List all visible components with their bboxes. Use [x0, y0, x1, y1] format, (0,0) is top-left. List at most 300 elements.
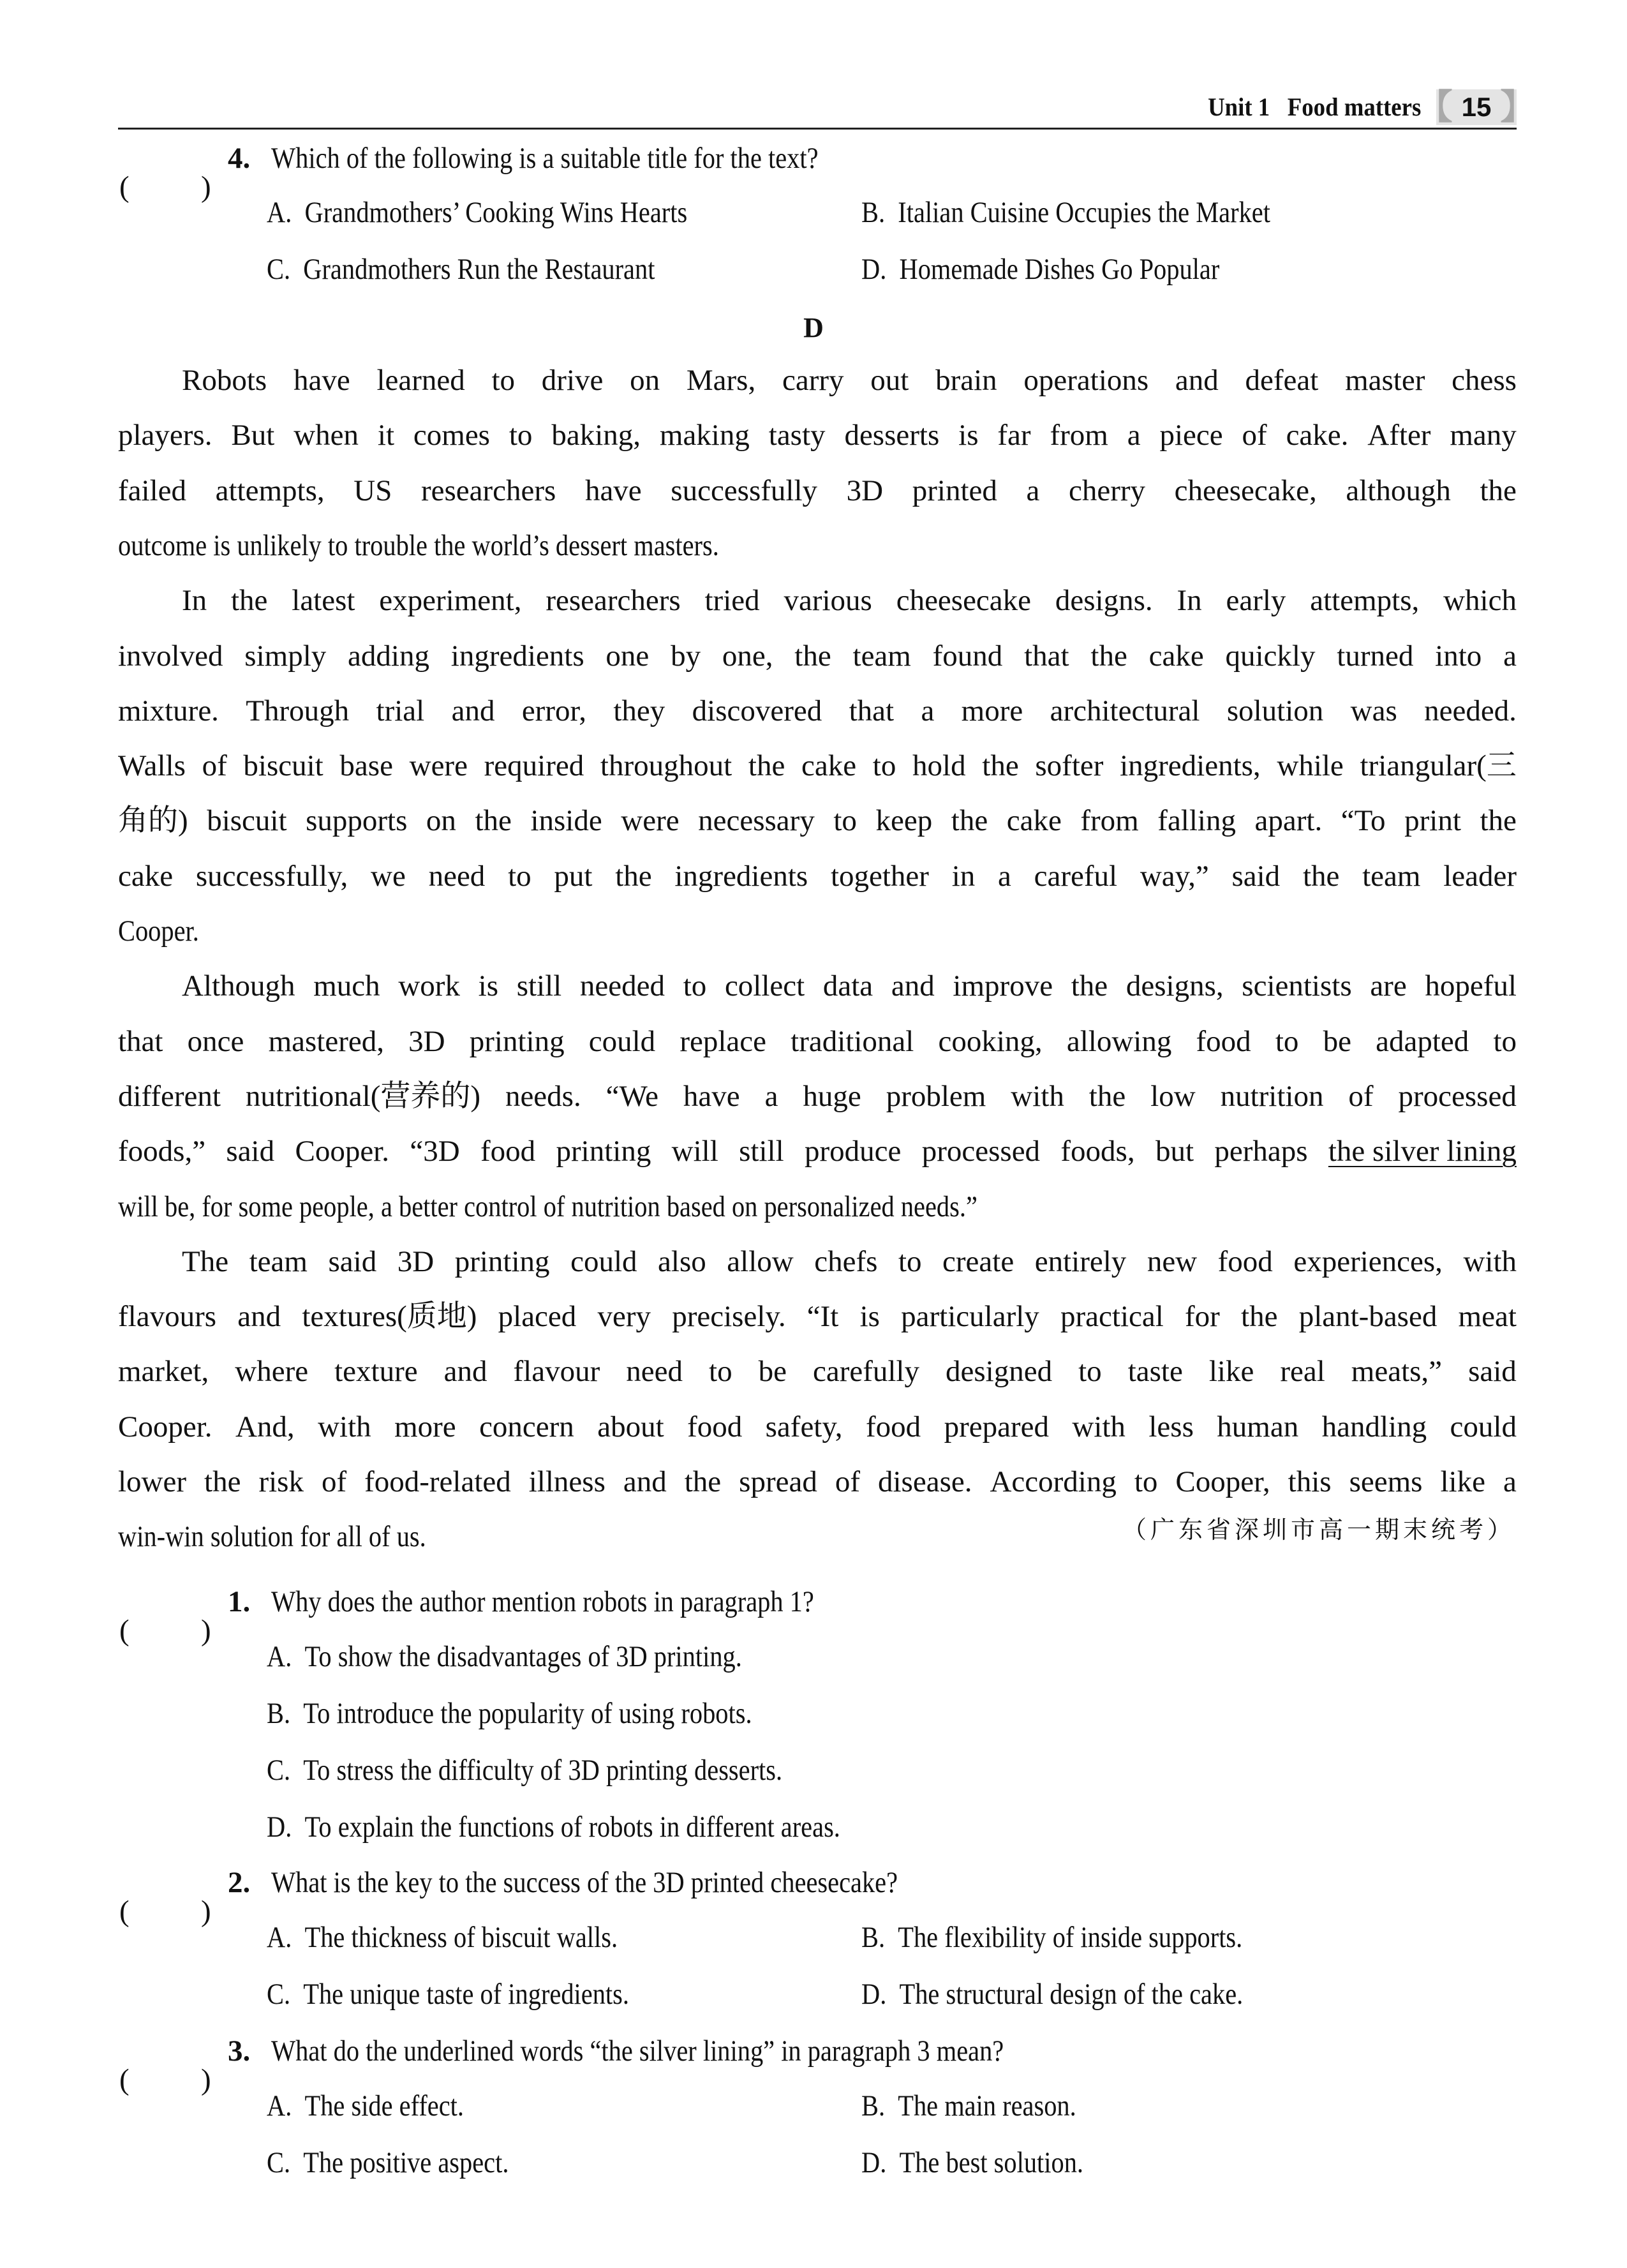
word: many: [1450, 419, 1517, 452]
word: real: [1280, 1355, 1325, 1389]
word: master: [1345, 364, 1425, 397]
question-4: ( ) 4. Which of the following is a suitable title for the text?: [118, 139, 239, 177]
word: required: [484, 749, 584, 783]
word: traditional: [791, 1024, 914, 1058]
word: But: [231, 419, 275, 452]
word: US: [353, 474, 392, 507]
word: the: [231, 584, 268, 618]
word: work: [398, 969, 460, 1003]
word: and: [451, 694, 495, 727]
word: when: [293, 419, 359, 452]
word: one: [605, 639, 650, 673]
word: with: [318, 1410, 371, 1444]
word: food: [687, 1410, 743, 1444]
word: failed: [118, 474, 186, 507]
word: while: [1277, 749, 1344, 783]
word: cake: [801, 749, 857, 783]
word: foods,: [1060, 1135, 1135, 1168]
word: huge: [803, 1079, 861, 1113]
passage-line-text: [118, 1132, 1517, 1170]
word: The: [182, 1244, 229, 1278]
word: put: [554, 859, 593, 893]
passage-line-text: [118, 692, 1517, 730]
word: “It: [806, 1300, 839, 1334]
word: team: [249, 1244, 308, 1278]
word: printed: [912, 474, 997, 507]
passage-line: [118, 1242, 1517, 1281]
word: the: [1090, 639, 1127, 673]
word: low: [1150, 1079, 1196, 1113]
word: apart.: [1254, 804, 1323, 838]
word: to: [491, 364, 516, 397]
passage-line-text: [118, 1463, 1517, 1501]
passage-line: [118, 1132, 1517, 1170]
word: new: [1147, 1244, 1198, 1278]
option-c: C. Grandmothers Run the Restaurant: [267, 253, 655, 286]
word: for: [1185, 1300, 1220, 1334]
page-number-badge: [1418, 88, 1535, 126]
word: tried: [704, 584, 760, 618]
word: although: [1346, 474, 1451, 507]
word: attempts,: [215, 474, 325, 507]
word: hopeful: [1425, 969, 1517, 1003]
word: perhaps: [1214, 1135, 1308, 1168]
word: plant-based: [1298, 1300, 1438, 1334]
word: quickly: [1225, 639, 1316, 673]
word: much: [313, 969, 380, 1003]
word: 3D: [408, 1024, 445, 1058]
word: printing: [454, 1244, 550, 1278]
word: have: [683, 1079, 740, 1113]
question-number: 3.: [228, 2034, 251, 2068]
word: foods,”: [118, 1135, 206, 1168]
word: create: [942, 1244, 1014, 1278]
word: safety,: [765, 1410, 843, 1444]
word: needed.: [1424, 694, 1517, 727]
word: allow: [727, 1244, 794, 1278]
word: food-related: [364, 1465, 511, 1498]
word: with: [1011, 1079, 1064, 1113]
word: the: [1241, 1300, 1278, 1334]
passage-line: [118, 472, 1517, 510]
passage-line-text: [182, 967, 1517, 1005]
word: careful: [1034, 859, 1118, 893]
word: from: [1050, 419, 1108, 452]
option-c: C. To stress the difficulty of 3D printing desserts.: [267, 1754, 783, 1787]
word: discovered: [692, 694, 822, 727]
word: this: [1288, 1465, 1332, 1498]
word: seems: [1349, 1465, 1423, 1498]
word: processed: [1398, 1079, 1517, 1113]
word: triangular(三: [1360, 749, 1517, 783]
word: into: [1435, 639, 1482, 673]
word: “3D: [410, 1135, 460, 1168]
word: baking,: [551, 419, 641, 452]
word: from: [1080, 804, 1139, 838]
word: Robots: [182, 364, 267, 397]
word: the: [1088, 1079, 1126, 1113]
passage-line: [118, 1408, 1517, 1446]
word: meat: [1458, 1300, 1517, 1334]
passage-line-text: [118, 747, 1517, 785]
word: involved: [118, 639, 223, 673]
word: team: [1362, 859, 1421, 893]
word: nutrition: [1220, 1079, 1324, 1113]
word: a: [998, 859, 1011, 893]
passage-line: [118, 692, 1517, 730]
word: to: [508, 859, 531, 893]
word: entirely: [1034, 1244, 1127, 1278]
word: softer: [1035, 749, 1104, 783]
word: Walls: [118, 749, 186, 783]
passage-line: [118, 416, 1517, 454]
passage-line-text: [182, 361, 1517, 399]
word: After: [1367, 419, 1431, 452]
word: improve: [953, 969, 1053, 1003]
option-d: D. Homemade Dishes Go Popular: [861, 253, 1220, 286]
word: And,: [235, 1410, 295, 1444]
word: a: [1026, 474, 1040, 507]
word: cake: [118, 859, 174, 893]
word: According: [990, 1465, 1117, 1498]
source-citation: （广东省深圳市高一期末统考）: [1122, 1517, 1515, 1544]
option-a: A. The thickness of biscuit walls.: [267, 1921, 618, 1954]
word: food: [1196, 1024, 1251, 1058]
word: ingredients: [450, 639, 584, 673]
bracket-left: 【: [1418, 88, 1453, 126]
question-text: Which of the following is a suitable title for the text?: [271, 142, 819, 175]
word: which: [1443, 584, 1517, 618]
word: flavour: [513, 1355, 600, 1389]
word: could: [1450, 1410, 1517, 1444]
passage-line-text: [118, 1352, 1517, 1391]
word: more: [961, 694, 1023, 727]
word: very: [597, 1300, 651, 1334]
question-text: What do the underlined words “the silver lining” in paragraph 3 mean?: [271, 2034, 1004, 2068]
passage-line-text: will be, for some people, a better control of nutrition based on personalized needs.”: [118, 1190, 977, 1223]
word: designed: [946, 1355, 1053, 1389]
word: said: [1231, 859, 1281, 893]
word: handling: [1321, 1410, 1427, 1444]
word: said: [1468, 1355, 1517, 1389]
word: more: [394, 1410, 456, 1444]
underlined-phrase: the silver lining: [1328, 1135, 1517, 1168]
word: particularly: [901, 1300, 1039, 1334]
word: found: [932, 639, 1003, 673]
word: of: [1348, 1079, 1374, 1113]
word: needs.: [505, 1079, 581, 1113]
word: one,: [722, 639, 773, 673]
word: throughout: [600, 749, 732, 783]
word: brain: [935, 364, 997, 397]
option-b: B. The flexibility of inside supports.: [861, 1921, 1243, 1954]
word: trial: [376, 694, 425, 727]
word: designs.: [1055, 584, 1153, 618]
word: tasty: [768, 419, 826, 452]
word: comes: [413, 419, 490, 452]
word: carry: [782, 364, 844, 397]
word: scientists: [1242, 969, 1352, 1003]
word: mixture.: [118, 694, 219, 727]
passage-line: [118, 1297, 1517, 1336]
word: of: [1242, 419, 1267, 452]
word: to: [898, 1244, 922, 1278]
word: could: [588, 1024, 656, 1058]
word: the: [794, 639, 831, 673]
word: of: [202, 749, 227, 783]
word: In: [1177, 584, 1202, 618]
word: solution: [1226, 694, 1324, 727]
question-text: What is the key to the success of the 3D printed cheesecake?: [271, 1866, 898, 1899]
word: successfully,: [195, 859, 348, 893]
word: base: [339, 749, 393, 783]
word: flavours: [118, 1300, 217, 1334]
word: needed: [579, 969, 665, 1003]
word: operations: [1023, 364, 1149, 397]
word: is: [958, 419, 979, 452]
word: drive: [541, 364, 604, 397]
word: chefs: [814, 1244, 878, 1278]
word: processed: [921, 1135, 1041, 1168]
word: printing: [556, 1135, 651, 1168]
word: once: [187, 1024, 244, 1058]
word: food: [865, 1410, 921, 1444]
passage-line: [118, 857, 1517, 895]
word: Cooper.: [118, 1410, 212, 1444]
word: could: [570, 1244, 637, 1278]
word: have: [584, 474, 642, 507]
word: hold: [912, 749, 966, 783]
word: cake: [1006, 804, 1062, 838]
word: researchers: [420, 474, 556, 507]
passage-line-text: [118, 1022, 1517, 1061]
word: print: [1404, 804, 1461, 838]
passage-line: [118, 1463, 1517, 1501]
passage-line-text: [118, 1297, 1517, 1336]
word: is: [859, 1300, 880, 1334]
passage-line: [118, 747, 1517, 785]
unit-title: Unit 1 Food matters: [1207, 93, 1421, 121]
passage-line-text: [118, 416, 1517, 454]
word: biscuit: [243, 749, 323, 783]
option-d: D. The best solution.: [861, 2146, 1084, 2179]
word: In: [182, 584, 207, 618]
word: “To: [1341, 804, 1386, 838]
word: necessary: [698, 804, 815, 838]
word: carefully: [812, 1355, 919, 1389]
word: prepared: [944, 1410, 1049, 1444]
option-a: A. The side effect.: [267, 2089, 464, 2123]
word: the: [615, 859, 652, 893]
word: a: [764, 1079, 778, 1113]
word: that: [118, 1024, 163, 1058]
passage-line-text: Cooper.: [118, 914, 199, 948]
word: falling: [1157, 804, 1236, 838]
question-text: Why does the author mention robots in paragraph 1?: [271, 1585, 814, 1618]
word: human: [1217, 1410, 1299, 1444]
word: to: [1493, 1024, 1517, 1058]
word: risk: [258, 1465, 304, 1498]
word: 3D: [397, 1244, 435, 1278]
option-a: A. To show the disadvantages of 3D printing.: [267, 1640, 742, 1673]
word: “We: [605, 1079, 658, 1113]
word: a: [1503, 1465, 1517, 1498]
option-c: C. The positive aspect.: [267, 2146, 509, 2179]
word: printing: [469, 1024, 565, 1058]
word: and: [623, 1465, 667, 1498]
word: piece: [1159, 419, 1223, 452]
word: to: [683, 969, 707, 1003]
option-b: B. The main reason.: [861, 2089, 1076, 2123]
option-c: C. The unique taste of ingredients.: [267, 1978, 630, 2011]
word: were: [621, 804, 680, 838]
word: the: [684, 1465, 722, 1498]
word: nutritional(营养的): [245, 1079, 480, 1113]
word: precisely.: [672, 1300, 786, 1334]
word: defeat: [1245, 364, 1319, 397]
word: the: [1071, 969, 1108, 1003]
passage-line-text: [118, 1408, 1517, 1446]
word: still: [516, 969, 562, 1003]
bracket-right: 】: [1500, 88, 1535, 126]
word: are: [1370, 969, 1407, 1003]
passage-line-text: [118, 802, 1517, 840]
page-number: 15: [1461, 92, 1492, 122]
word: 角的): [118, 804, 188, 838]
word: spread: [739, 1465, 817, 1498]
word: was: [1350, 694, 1397, 727]
word: still: [739, 1135, 784, 1168]
word: is: [478, 969, 498, 1003]
word: keep: [875, 804, 933, 838]
word: illness: [528, 1465, 605, 1498]
word: designs,: [1126, 969, 1224, 1003]
word: a: [1127, 419, 1141, 452]
word: to: [1078, 1355, 1102, 1389]
word: team: [852, 639, 911, 673]
word: researchers: [546, 584, 681, 618]
word: the: [982, 749, 1019, 783]
word: different: [118, 1079, 221, 1113]
word: early: [1226, 584, 1286, 618]
word: need: [626, 1355, 683, 1389]
question-3: ( ) 3. What do the underlined words “the silver lining” in paragraph 3 mean?: [118, 2032, 239, 2070]
word: on: [630, 364, 660, 397]
passage-line: [118, 802, 1517, 840]
passage-line: [118, 581, 1517, 620]
word: making: [659, 419, 750, 452]
passage-line: [118, 1022, 1517, 1061]
word: allowing: [1066, 1024, 1172, 1058]
question-number: 1.: [228, 1585, 251, 1618]
passage-line: [118, 1077, 1517, 1115]
passage-line-text: [118, 1077, 1517, 1115]
word: Cooper,: [1175, 1465, 1270, 1498]
word: various: [784, 584, 872, 618]
word: collect: [724, 969, 805, 1003]
word: market,: [118, 1355, 209, 1389]
word: to: [1134, 1465, 1158, 1498]
word: way,”: [1140, 859, 1209, 893]
passage-line-text: [118, 472, 1517, 510]
word: the: [951, 804, 988, 838]
word: lower: [118, 1465, 187, 1498]
word: also: [658, 1244, 706, 1278]
word: to: [833, 804, 857, 838]
word: meats,”: [1351, 1355, 1443, 1389]
word: that: [1024, 639, 1069, 673]
word: cheesecake,: [1174, 474, 1317, 507]
word: and: [1175, 364, 1219, 397]
word: to: [1275, 1024, 1299, 1058]
passage-line: [118, 967, 1517, 1005]
word: Mars,: [686, 364, 756, 397]
word: latest: [292, 584, 355, 618]
word: where: [235, 1355, 309, 1389]
word: less: [1148, 1410, 1194, 1444]
word: to: [509, 419, 533, 452]
word: to: [709, 1355, 732, 1389]
word: in: [951, 859, 976, 893]
word: desserts: [844, 419, 940, 452]
option-b: B. Italian Cuisine Occupies the Market: [861, 196, 1270, 229]
word: far: [997, 419, 1031, 452]
word: food: [1217, 1244, 1273, 1278]
word: that: [849, 694, 895, 727]
word: leader: [1443, 859, 1517, 893]
word: the: [204, 1465, 241, 1498]
word: a: [1503, 639, 1517, 673]
word: were: [409, 749, 468, 783]
word: food: [480, 1135, 536, 1168]
word: but: [1155, 1135, 1194, 1168]
word: architectural: [1050, 694, 1200, 727]
option-d: D. To explain the functions of robots in different areas.: [267, 1810, 840, 1844]
question-1: ( ) 1. Why does the author mention robots in paragraph 1?: [118, 1583, 239, 1621]
word: experiment,: [379, 584, 522, 618]
section-heading: D: [803, 312, 824, 343]
word: Through: [246, 694, 350, 727]
word: mastered,: [268, 1024, 384, 1058]
word: experiences,: [1293, 1244, 1443, 1278]
option-a: A. Grandmothers’ Cooking Wins Hearts: [267, 196, 688, 229]
word: cake.: [1286, 419, 1349, 452]
word: biscuit: [207, 804, 287, 838]
word: players.: [118, 419, 212, 452]
word: concern: [479, 1410, 574, 1444]
word: Cooper.: [295, 1135, 389, 1168]
word: cheesecake: [896, 584, 1032, 618]
word: ingredients,: [1120, 749, 1261, 783]
word: cherry: [1069, 474, 1146, 507]
word: the: [1480, 474, 1517, 507]
word: a: [921, 694, 935, 727]
word: cake: [1148, 639, 1204, 673]
question-number: 2.: [228, 1866, 251, 1899]
passage-line: [118, 637, 1517, 675]
word: disease.: [878, 1465, 972, 1498]
word: be: [1323, 1024, 1351, 1058]
word: problem: [886, 1079, 986, 1113]
word: have: [293, 364, 350, 397]
word: to: [872, 749, 896, 783]
passage-line-text: [182, 1242, 1517, 1281]
word: the: [1302, 859, 1340, 893]
word: replace: [680, 1024, 766, 1058]
passage-line-text: [118, 857, 1517, 895]
word: learned: [376, 364, 465, 397]
word: about: [597, 1410, 664, 1444]
